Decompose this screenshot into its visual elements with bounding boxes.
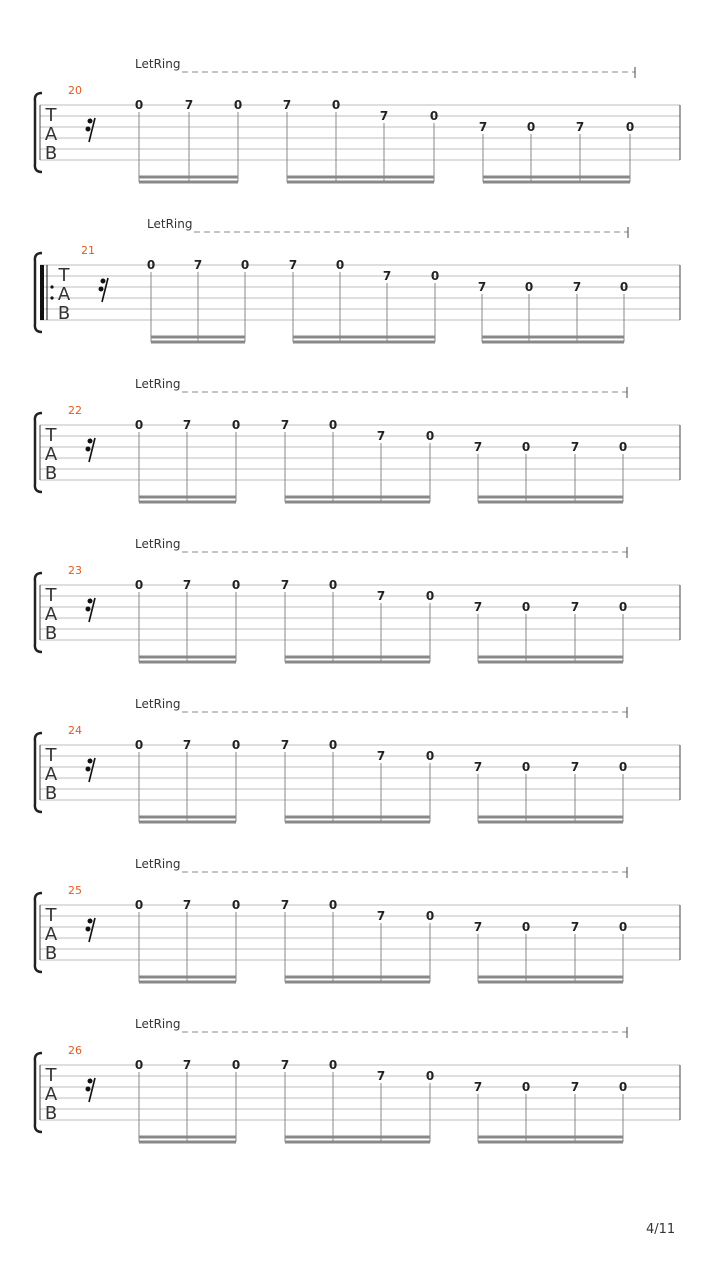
rest-flag-dot [88, 759, 93, 764]
beam [139, 816, 236, 819]
fret-number: 7 [376, 1069, 386, 1083]
fret-number: 0 [425, 909, 435, 923]
tab-clef-letter: T [45, 905, 57, 926]
beam [293, 341, 435, 344]
beam [139, 821, 236, 824]
fret-number: 7 [182, 738, 192, 752]
tab-clef-letter: B [44, 623, 58, 644]
fret-number: 7 [473, 440, 483, 454]
fret-number: 0 [425, 1069, 435, 1083]
fret-number: 7 [184, 98, 194, 112]
fret-number: 7 [473, 1080, 483, 1094]
fret-number: 0 [429, 109, 439, 123]
rest-flag-dot [86, 127, 91, 132]
fret-number: 7 [182, 578, 192, 592]
tab-clef-letter: T [45, 105, 57, 126]
rest-flag-dot [86, 607, 91, 612]
beam [287, 181, 434, 184]
beam [285, 496, 430, 499]
fret-number: 7 [376, 909, 386, 923]
let-ring-label: LetRing [135, 377, 181, 391]
fret-number: 7 [379, 109, 389, 123]
fret-number: 7 [376, 429, 386, 443]
rest-flag-dot [86, 1087, 91, 1092]
tab-clef-letter: T [45, 425, 57, 446]
fret-number: 0 [526, 120, 536, 134]
beam [293, 336, 435, 339]
fret-number: 7 [193, 258, 203, 272]
fret-number: 0 [618, 760, 628, 774]
beam [478, 661, 623, 664]
fret-number: 0 [521, 440, 531, 454]
fret-number: 7 [182, 1058, 192, 1072]
rest-flag-dot [88, 119, 93, 124]
tab-clef-letter: A [44, 764, 58, 785]
beam [139, 501, 236, 504]
fret-number: 0 [521, 1080, 531, 1094]
fret-number: 7 [570, 440, 580, 454]
beam [483, 181, 630, 184]
measure-number: 25 [68, 884, 82, 897]
fret-number: 7 [473, 920, 483, 934]
page-number: 4/11 [646, 1222, 676, 1237]
rest-flag-dot [99, 287, 104, 292]
fret-number: 0 [618, 1080, 628, 1094]
beam [478, 821, 623, 824]
beam [139, 496, 236, 499]
let-ring-label: LetRing [135, 697, 181, 711]
fret-number: 0 [430, 269, 440, 283]
tab-clef-letter: T [45, 585, 57, 606]
tab-clef-letter: A [57, 284, 71, 305]
beam [478, 1136, 623, 1139]
fret-number: 0 [328, 418, 338, 432]
measure-number: 23 [68, 564, 82, 577]
beam [285, 816, 430, 819]
rest-flag-dot [86, 767, 91, 772]
fret-number: 0 [618, 600, 628, 614]
fret-number: 0 [231, 1058, 241, 1072]
tab-clef-letter: B [44, 783, 58, 804]
measure-number: 24 [68, 724, 82, 737]
rest-flag-dot [86, 447, 91, 452]
rest-flag-dot [88, 919, 93, 924]
fret-number: 7 [282, 98, 292, 112]
fret-number: 0 [328, 1058, 338, 1072]
fret-number: 7 [280, 738, 290, 752]
rest-flag-dot [101, 279, 106, 284]
beam [482, 341, 624, 344]
tab-clef-letter: T [45, 745, 57, 766]
fret-number: 0 [619, 280, 629, 294]
beam [287, 176, 434, 179]
fret-number: 0 [335, 258, 345, 272]
beam [139, 176, 238, 179]
fret-number: 0 [134, 98, 144, 112]
fret-number: 7 [280, 418, 290, 432]
beam [478, 501, 623, 504]
fret-number: 0 [240, 258, 250, 272]
fret-number: 0 [521, 920, 531, 934]
measure-number: 21 [81, 244, 95, 257]
beam [285, 976, 430, 979]
beam [478, 816, 623, 819]
beam [285, 661, 430, 664]
tab-clef-letter: B [44, 1103, 58, 1124]
fret-number: 7 [478, 120, 488, 134]
tab-clef-letter: T [45, 1065, 57, 1086]
repeat-dot [50, 296, 53, 299]
fret-number: 0 [233, 98, 243, 112]
beam [482, 336, 624, 339]
beam [285, 981, 430, 984]
fret-number: 0 [425, 589, 435, 603]
tab-clef-letter: A [44, 124, 58, 145]
fret-number: 7 [280, 578, 290, 592]
fret-number: 0 [618, 440, 628, 454]
beam [139, 181, 238, 184]
beam [478, 656, 623, 659]
fret-number: 7 [182, 898, 192, 912]
tab-clef-letter: A [44, 604, 58, 625]
fret-number: 0 [231, 578, 241, 592]
beam [285, 1141, 430, 1144]
repeat-thick-barline [40, 265, 44, 320]
beam [285, 821, 430, 824]
measure-number: 20 [68, 84, 82, 97]
fret-number: 7 [570, 920, 580, 934]
beam [478, 981, 623, 984]
fret-number: 0 [618, 920, 628, 934]
rest-flag-dot [86, 927, 91, 932]
fret-number: 0 [425, 429, 435, 443]
let-ring-label: LetRing [135, 57, 181, 71]
fret-number: 7 [570, 1080, 580, 1094]
beam [139, 981, 236, 984]
fret-number: 0 [231, 738, 241, 752]
fret-number: 0 [328, 738, 338, 752]
fret-number: 7 [376, 589, 386, 603]
fret-number: 0 [625, 120, 635, 134]
fret-number: 0 [328, 898, 338, 912]
tab-clef-letter: A [44, 1084, 58, 1105]
measure-number: 22 [68, 404, 82, 417]
beam [285, 656, 430, 659]
beam [478, 496, 623, 499]
tab-clef-letter: B [57, 303, 71, 324]
fret-number: 7 [575, 120, 585, 134]
beam [285, 501, 430, 504]
beam [151, 341, 245, 344]
let-ring-label: LetRing [135, 537, 181, 551]
fret-number: 0 [134, 1058, 144, 1072]
fret-number: 0 [425, 749, 435, 763]
rest-flag-dot [88, 439, 93, 444]
let-ring-label: LetRing [147, 217, 193, 231]
fret-number: 0 [521, 600, 531, 614]
fret-number: 7 [473, 760, 483, 774]
fret-number: 0 [134, 418, 144, 432]
tab-clef-letter: T [58, 265, 70, 286]
tab-clef-letter: B [44, 143, 58, 164]
tab-clef-letter: B [44, 463, 58, 484]
fret-number: 0 [521, 760, 531, 774]
fret-number: 0 [134, 578, 144, 592]
fret-number: 7 [477, 280, 487, 294]
measure-number: 26 [68, 1044, 82, 1057]
fret-number: 0 [146, 258, 156, 272]
fret-number: 0 [524, 280, 534, 294]
fret-number: 0 [134, 898, 144, 912]
let-ring-label: LetRing [135, 857, 181, 871]
fret-number: 7 [182, 418, 192, 432]
fret-number: 0 [134, 738, 144, 752]
repeat-dot [50, 285, 53, 288]
beam [139, 976, 236, 979]
rest-flag-dot [88, 599, 93, 604]
fret-number: 7 [376, 749, 386, 763]
beam [139, 656, 236, 659]
fret-number: 7 [280, 898, 290, 912]
tab-clef-letter: B [44, 943, 58, 964]
let-ring-label: LetRing [135, 1017, 181, 1031]
beam [139, 1141, 236, 1144]
fret-number: 7 [572, 280, 582, 294]
fret-number: 7 [570, 600, 580, 614]
fret-number: 7 [280, 1058, 290, 1072]
rest-flag-dot [88, 1079, 93, 1084]
beam [483, 176, 630, 179]
fret-number: 0 [231, 898, 241, 912]
fret-number: 7 [382, 269, 392, 283]
fret-number: 0 [231, 418, 241, 432]
fret-number: 0 [328, 578, 338, 592]
fret-number: 7 [288, 258, 298, 272]
beam [139, 1136, 236, 1139]
beam [478, 976, 623, 979]
fret-number: 7 [570, 760, 580, 774]
fret-number: 7 [473, 600, 483, 614]
tab-clef-letter: A [44, 924, 58, 945]
beam [478, 1141, 623, 1144]
beam [151, 336, 245, 339]
beam [139, 661, 236, 664]
beam [285, 1136, 430, 1139]
tab-clef-letter: A [44, 444, 58, 465]
fret-number: 0 [331, 98, 341, 112]
